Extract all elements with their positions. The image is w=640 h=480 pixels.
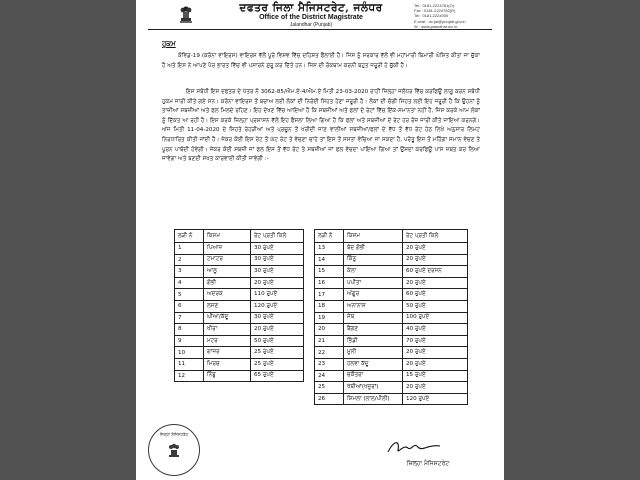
cell-serial: 7 (175, 312, 204, 324)
table-row (175, 358, 304, 370)
cell-item: ਖੱਬੀਆਂ(ਖਜੂਰਾਂ) (344, 382, 403, 394)
cell-rate: 50 ਰੁਪਏ (403, 300, 468, 312)
cell-item: ਆਲੂ (204, 266, 251, 278)
cell-item: ਨਿੰਬੂ (204, 370, 251, 382)
cell-item: ਚਕੌਤਰਾ (344, 370, 403, 382)
table-row (315, 266, 468, 278)
table-row (175, 254, 304, 266)
cell-serial: 11 (175, 358, 204, 370)
table-row (175, 370, 304, 382)
cell-serial: 9 (175, 335, 204, 347)
cell-rate: 20 ਰੁਪਏ (403, 358, 468, 370)
table-row (175, 266, 304, 278)
table-row (315, 358, 468, 370)
cell-rate: 20 ਰੁਪਏ (403, 277, 468, 289)
table-row (315, 243, 468, 255)
cell-serial: 13 (315, 243, 344, 255)
cell-rate: 110 ਰੁਪਏ (251, 289, 304, 301)
table-row (315, 335, 468, 347)
cell-rate: 30 ਰੁਪਏ (251, 266, 304, 278)
cell-item: ਘੀਆ/ਕੱਦੂ (204, 312, 251, 324)
cell-item: ਮਿਰਚ (204, 358, 251, 370)
cell-rate: 25 ਰੁਪਏ (251, 358, 304, 370)
order-heading: ਹੁਕਮ (162, 40, 176, 48)
cell-rate: 20 ਰੁਪਏ (403, 382, 468, 394)
signature-mark (384, 438, 444, 458)
table-row (175, 277, 304, 289)
cell-item: ਕਿੰਨੂ (344, 254, 403, 266)
cell-serial: 3 (175, 266, 204, 278)
cell-serial: 2 (175, 254, 204, 266)
cell-serial: 20 (315, 324, 344, 336)
cell-rate: 60 ਰੁਪਏ (403, 289, 468, 301)
cell-item: ਅਦਰਕ (204, 289, 251, 301)
cell-serial: 1 (175, 243, 204, 255)
header-item: ਕਿਸਮ (344, 230, 403, 243)
table-row (175, 289, 304, 301)
cell-item: ਅਨਾਨਾਸ (344, 300, 403, 312)
cell-serial: 26 (315, 393, 344, 405)
cell-serial: 18 (315, 300, 344, 312)
viewer-background-left (0, 0, 136, 480)
table-row (175, 335, 304, 347)
table-header-row (315, 230, 468, 243)
table-row (315, 370, 468, 382)
cell-item: ਮੂਲੀ (344, 347, 403, 359)
contact-line: Tel : 0181-2224000 (414, 13, 449, 19)
table-row (315, 300, 468, 312)
cell-serial: 12 (175, 370, 204, 382)
cell-item: ਬੈਂਗਣ (344, 324, 403, 336)
cell-item: ਮਟਰ (204, 335, 251, 347)
price-table-left (174, 229, 304, 382)
cell-rate: 15 ਰੁਪਏ (403, 370, 468, 382)
official-stamp (148, 424, 200, 476)
table-row (315, 289, 468, 301)
cell-rate: 30 ਰੁਪਏ (251, 312, 304, 324)
cell-serial: 10 (175, 347, 204, 359)
contact-line: Tel : 0181-2224781(O) (414, 3, 455, 8)
cell-rate: 25 ਰੁਪਏ (251, 347, 304, 359)
cell-rate: 65 ਰੁਪਏ (251, 370, 304, 382)
cell-rate: 70 ਰੁਪਏ (403, 335, 468, 347)
cell-rate: 20 ਰੁਪਏ (403, 243, 468, 255)
cell-rate: 50 ਰੁਪਏ (251, 335, 304, 347)
table-row (315, 277, 468, 289)
cell-rate: 60 ਰੁਪਏ ਦਰਜਨ (403, 266, 468, 278)
cell-item: ਬੰਦ ਗੋਭੀ (344, 243, 403, 255)
cell-item: ਹਲਵਾ ਕੱਦੂ (344, 358, 403, 370)
cell-rate: 120 ਰੁਪਏ (251, 300, 304, 312)
cell-serial: 15 (315, 266, 344, 278)
cell-item: ਪਪੀਤਾ (344, 277, 403, 289)
cell-serial: 21 (315, 335, 344, 347)
cell-item: ਕੇਲਾ (344, 266, 403, 278)
cell-serial: 17 (315, 289, 344, 301)
price-table-right (314, 229, 468, 405)
cell-item: ਖੀਰਾ (204, 324, 251, 336)
cell-rate: 20 ਰੁਪਏ (251, 277, 304, 289)
cell-serial: 14 (315, 254, 344, 266)
stamp-emblem-icon (167, 442, 181, 458)
cell-item: ਭਿੰਡੀ (344, 335, 403, 347)
contact-block (414, 3, 494, 29)
office-title-english: Office of the District Magistrate (259, 14, 363, 21)
paragraph-intro: ਕੋਵਿਡ-19 (ਕਰੋਨਾ ਵਾਇਰਸ) ਵਾਇਰਸ ਵੱਲੋਂ ਪੂਰੇ ਵਿਸ਼ਵ ਵਿੱਚ ਦਹਿਸ਼ਤ ਫੈਲਾਈ ਹੈ। ਜਿਸ ਨੂੰ ਸਰਕਾਰ ਵੱਲੋਂ ਵੀ ਮਹਾਂਮਾਰੀ ਬਿਮਾਰੀ ਘੋਸ਼ਿਤ ਕੀਤਾ ਜਾ ਚੁੱਕਾ ਹੈ ਅਤੇ ਇਸ ਨੇ ਆਪਣੇ ਪੈਰ ਭਾਰਤ ਵਿੱਚ ਵੀ ਪਸਾਰਨੇ ਸ਼ੁਰੂ ਕਰ ਦਿੱਤੇ ਹਨ। ਜਿਸ ਦੀ ਰੋਕਥਾਮ ਕਰਨੀ ਬਹੁਤ ਜਰੂਰੀ ਹੋ ਚੁੱਕੀ ਹੈ। (162, 53, 480, 69)
cell-rate: 120 ਰੁਪਏ (403, 393, 468, 405)
table-row (175, 300, 304, 312)
table-row (175, 347, 304, 359)
header-rate: ਰੇਟ ਪ੍ਰਤੀ ਕਿਲੋ (251, 230, 304, 243)
cell-rate: 20 ਰੁਪਏ (251, 324, 304, 336)
cell-serial: 4 (175, 277, 204, 289)
viewer-background-right (504, 0, 640, 480)
table-row (175, 312, 304, 324)
table-row (315, 312, 468, 324)
cell-serial: 5 (175, 289, 204, 301)
table-row (315, 324, 468, 336)
cell-item: ਸੇਬ (344, 312, 403, 324)
table-row (175, 243, 304, 255)
cell-serial: 24 (315, 370, 344, 382)
cell-serial: 19 (315, 312, 344, 324)
header-serial: ਲੜੀ ਨੰ (175, 230, 204, 243)
contact-line: Fax : 0181-2224782(R) (414, 8, 456, 14)
cell-serial: 16 (315, 277, 344, 289)
cell-rate: 40 ਰੁਪਏ (403, 324, 468, 336)
cell-item: ਸ਼ਿਮਲਾ (ਲਾਲ/ਪੀਲੀ) (344, 393, 403, 405)
office-city: Jalandhar (Punjab) (289, 22, 333, 28)
office-title-punjabi: ਦਫਤਰ ਜਿਲਾ ਮੈਜਿਸਟਰੇਟ, ਜਲੰਧਰ (239, 2, 383, 14)
cell-serial: 25 (315, 382, 344, 394)
header-rate: ਰੇਟ ਪ੍ਰਤੀ ਕਿਲੋ (403, 230, 468, 243)
cell-item: ਗਾਜਰ (204, 347, 251, 359)
cell-item: ਗੋਭੀ (204, 277, 251, 289)
cell-rate: 30 ਰੁਪਏ (251, 254, 304, 266)
cell-item: ਅੰਗੂਰ (344, 289, 403, 301)
cell-serial: 23 (315, 358, 344, 370)
stamp-text: ਜ਼ਿਲ੍ਹਾ ਮੈਜਿਸਟਰੇਟ (159, 432, 189, 437)
table-header-row (175, 230, 304, 243)
header-item: ਕਿਸਮ (204, 230, 251, 243)
cell-serial: 6 (175, 300, 204, 312)
signatory-designation: ਜ਼ਿਲ੍ਹਾ ਮੈਜਿਸਟਰੇਟ (406, 460, 450, 467)
cell-serial: 22 (315, 347, 344, 359)
table-row (315, 382, 468, 394)
table-row (315, 393, 468, 405)
cell-item: ਲਸਣ (204, 300, 251, 312)
cell-item: ਪਿਆਜ਼ (204, 243, 251, 255)
cell-rate: 30 ਰੁਪਏ (251, 243, 304, 255)
contact-line: E-mail : dc.jal@punjab.gov.in (414, 18, 466, 24)
government-emblem-icon (176, 2, 196, 24)
header-serial: ਲੜੀ ਨੰ (315, 230, 344, 243)
table-row (315, 254, 468, 266)
document-page (136, 0, 504, 480)
table-row (175, 324, 304, 336)
cell-rate: 20 ਰੁਪਏ (403, 347, 468, 359)
table-row (315, 347, 468, 359)
cell-rate: 20 ਰੁਪਏ (403, 254, 468, 266)
cell-rate: 100 ਰੁਪਏ (403, 312, 468, 324)
paragraph-order: ਇਸ ਸਬੰਧੀ ਇਸ ਦਫਤਰ ਦੇ ਪੱਤਰ ਨੰ 3062-85/ਐਮ.ਏ-4/ਐਮ.ਏ ਮਿਤੀ 23-03-2020 ਰਾਹੀਂ ਜ਼ਿਲ੍ਹਾ ਜਲੰਧਰ ਵਿੱਚ ਕਰਫਿਊ ਲਾਗੂ ਕਰਨ ਸਬੰਧੀ ਹੁਕਮ ਜਾਰੀ ਕੀਤੇ ਗਏ ਸਨ। ਕਰੋਨਾ ਵਾਇਰਸ ਤੋਂ ਬਚਾਅ ਲਈ ਲੋਕਾਂ ਦੀ ਨਿਰੋਈ ਸਿਹਤ ਹੋਣਾ ਜਰੂਰੀ ਹੈ। ਲੋਕਾਂ ਦੀ ਚੰਗੀ ਸਿਹਤ ਲਈ ਇਹ ਜਰੂਰੀ ਹੈ ਕਿ ਉਹਨਾਂ ਨੂੰ ਤਾਜ਼ੀਆਂ ਸਬਜ਼ੀਆਂ ਅਤੇ ਫਲ ਮਿਲਦੇ ਰਹਿਣ। ਇਹ ਦੇਖਣ ਵਿੱਚ ਆਇਆ ਹੈ ਕਿ ਸਬਜ਼ੀਆਂ ਅਤੇ ਫਲਾਂ ਦੇ ਰੇਟਾਂ ਵਿੱਚ ਇੱਕ-ਸਮਾਨਤਾ ਨਹੀਂ ਹੈ, ਜਿਸ ਕਰਕੇ ਆਮ ਲੋਕਾਂ ਨੂੰ ਦਿੱਕਤ ਆ ਰਹੀ ਹੈ। ਇਸ ਕਰਕੇ ਜ਼ਿਲ੍ਹਾ ਪ੍ਰਸ਼ਾਸਨ ਵੱਲੋਂ ਇਹ ਫੈਸਲਾ ਲਿਆ ਗਿਆ ਹੈ ਕਿ ਫਲਾਂ ਅਤੇ ਸਬਜ਼ੀਆਂ ਦੇ ਰੇਟ ਹਰ ਰੋਜ਼ ਜਾਰੀ ਕੀਤੇ ਜਾਇਆ ਕਰਨਗੇ। ਅੱਜ ਮਿਤੀ 11-04-2020 ਦੇ ਸਿਹਤੇ ਰੇਹੜੀਆਂ ਅਤੇ ਪ੍ਰਚੂਨ ਤੋਂ ਖਰੀਦੀ ਜਾਣ ਵਾਲੀਆਂ ਸਬਜ਼ੀਆਂ/ਫਲਾਂ ਦੇ ਵੱਧ ਤੋਂ ਵੱਧ ਰੇਟ ਹੇਠ ਲਿਖੇ ਅਨੁਸਾਰ ਲਿਮਟ ਨਿਰਧਾਰਿਤ ਕੀਤੀ ਜਾਂਦੀ ਹੈ। ਜੇਕਰ ਕੋਈ ਇਸ ਰੇਟ ਤੋਂ ਘੱਟ ਰੇਟ ਤੇ ਵੇਚਣਾ ਚਾਹੇ ਤਾਂ ਇਸ ਤੋਂ ਸਸਤਾ ਵੇਚਿਆ ਜਾ ਸਕਦਾ ਹੈ, ਪਰੰਤੂ ਇਸ ਤੋਂ ਮਹਿੰਗਾ ਸਮਾਨ ਵੇਚਣ ਤੇ ਪੂਰਨ ਪਾਬੰਦੀ ਹੋਵੇਗੀ। ਜੇਕਰ ਕੋਈ ਸਬਜ਼ੀ ਜਾਂ ਫਲ ਇਸ ਤੋਂ ਵੱਧ ਰੇਟ ਤੇ ਸਬਜ਼ੀਆਂ ਜਾਂ ਫਲ ਵੇਚਦਾ ਪਾਇਆ ਗਿਆ ਤਾਂ ਉਸਦਾ ਕਰਫਿਊ ਪਾਸ ਜ਼ਬਤ ਕਰ ਲਿਆ ਜਾਵੇਗਾ ਅਤੇ ਬਣਦੀ ਸਖਤ ਕਾਰਵਾਈ ਕੀਤੀ ਜਾਵੇਗੀ :- (162, 89, 480, 163)
header-divider (148, 29, 492, 30)
cell-item: ਟਮਾਟਰ (204, 254, 251, 266)
contact-line: W : www.jalandhar.nic.in (414, 23, 458, 29)
cell-serial: 8 (175, 324, 204, 336)
